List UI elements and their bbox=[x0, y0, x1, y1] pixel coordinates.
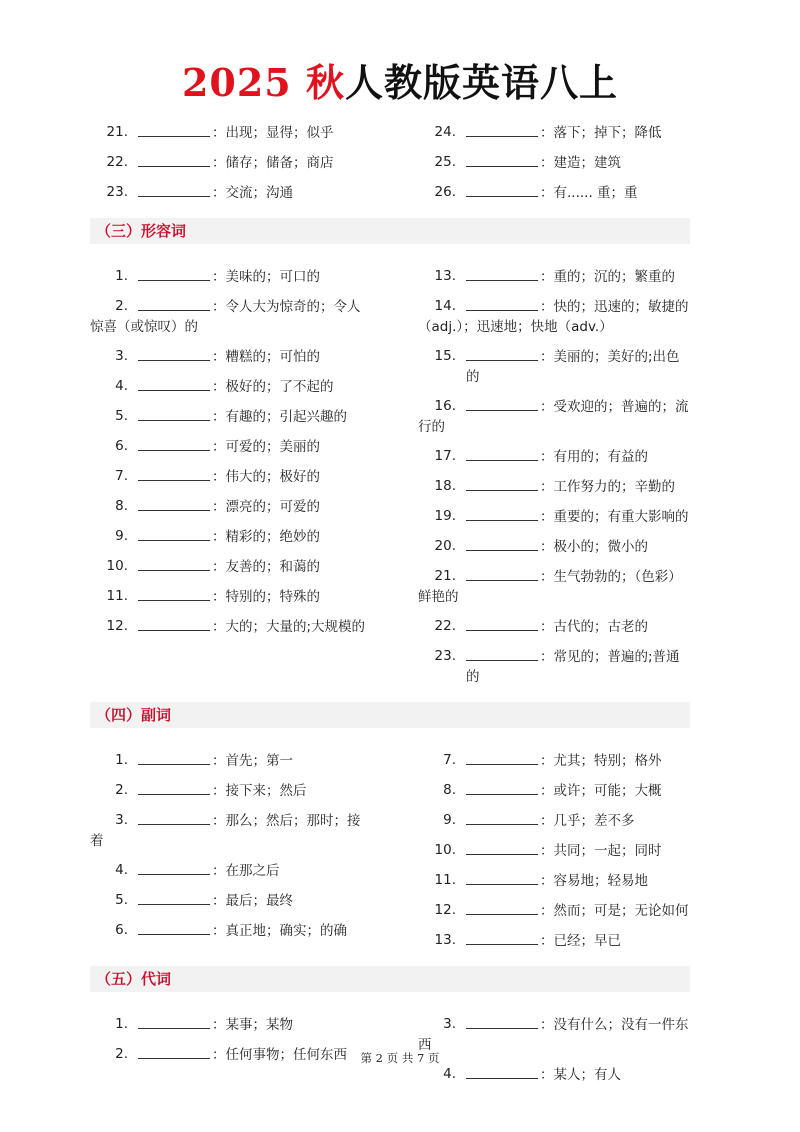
item-number: 5. bbox=[115, 408, 128, 424]
vocab-item bbox=[418, 750, 690, 771]
item-number: 13. bbox=[434, 932, 456, 948]
item-number: 7. bbox=[115, 468, 128, 484]
item-body bbox=[466, 1064, 690, 1085]
vocab-item bbox=[418, 840, 690, 861]
item-number: 3. bbox=[115, 348, 128, 364]
item-number: 24. bbox=[434, 124, 456, 140]
answer-blank[interactable] bbox=[466, 346, 538, 361]
item-number: 16. bbox=[434, 398, 456, 414]
item-meaning: ：美丽的；美好的;出色的 bbox=[466, 349, 680, 385]
item-number: 18. bbox=[434, 478, 456, 494]
item-meaning: ：最后；最终 bbox=[212, 893, 293, 909]
vocab-item bbox=[90, 890, 370, 911]
item-number: 19. bbox=[434, 508, 456, 524]
item-body bbox=[466, 152, 690, 173]
answer-blank[interactable] bbox=[138, 1014, 210, 1029]
item-meaning: ：有趣的；引起兴趣的 bbox=[212, 409, 347, 425]
item-body bbox=[138, 860, 370, 881]
answer-blank[interactable] bbox=[138, 296, 210, 311]
item-body bbox=[418, 1014, 690, 1055]
vocab-item bbox=[90, 526, 370, 547]
worksheet-content bbox=[90, 122, 690, 1094]
answer-blank[interactable] bbox=[466, 122, 538, 137]
vocab-item bbox=[418, 536, 690, 557]
item-number: 7. bbox=[443, 752, 456, 768]
answer-blank[interactable] bbox=[466, 1014, 538, 1029]
item-body bbox=[90, 296, 370, 337]
item-body bbox=[466, 266, 690, 287]
answer-blank[interactable] bbox=[138, 586, 210, 601]
vocab-item bbox=[90, 436, 370, 457]
item-meaning-continued: 鲜艳的 bbox=[418, 589, 459, 605]
answer-blank[interactable] bbox=[466, 446, 538, 461]
item-number: 3. bbox=[443, 1016, 456, 1032]
vocab-item bbox=[418, 296, 690, 337]
item-body bbox=[90, 810, 370, 851]
item-number: 8. bbox=[115, 498, 128, 514]
answer-blank[interactable] bbox=[466, 296, 538, 311]
item-number: 6. bbox=[115, 438, 128, 454]
answer-blank[interactable] bbox=[466, 900, 538, 915]
item-meaning: ：容易地；轻易地 bbox=[540, 873, 648, 889]
item-number: 1. bbox=[115, 1016, 128, 1032]
answer-blank[interactable] bbox=[138, 920, 210, 935]
item-body bbox=[138, 406, 370, 427]
item-meaning-continued: （adj.）；迅速地；快地（adv.） bbox=[418, 319, 613, 335]
answer-blank[interactable] bbox=[466, 780, 538, 795]
vocab-item bbox=[90, 920, 370, 941]
item-meaning-continued: 行的 bbox=[418, 419, 445, 435]
item-meaning: ：极好的；了不起的 bbox=[212, 379, 334, 395]
section-adverbs bbox=[90, 702, 690, 960]
section-heading: （四）副词 bbox=[90, 702, 690, 728]
vocab-item bbox=[418, 346, 690, 387]
answer-blank[interactable] bbox=[138, 466, 210, 481]
vocab-item bbox=[90, 182, 370, 203]
item-meaning: ：常见的；普遍的;普通的 bbox=[466, 649, 680, 685]
item-number: 8. bbox=[443, 782, 456, 798]
section-heading: （三）形容词 bbox=[90, 218, 690, 244]
item-number: 10. bbox=[434, 842, 456, 858]
answer-blank[interactable] bbox=[138, 616, 210, 631]
item-number: 20. bbox=[434, 538, 456, 554]
item-meaning: ：某人；有人 bbox=[540, 1067, 621, 1083]
answer-blank[interactable] bbox=[466, 476, 538, 491]
item-meaning-continued: 惊喜（或惊叹）的 bbox=[90, 319, 198, 335]
item-body bbox=[466, 536, 690, 557]
item-number: 17. bbox=[434, 448, 456, 464]
vocab-item bbox=[418, 1064, 690, 1085]
item-meaning: ：那么；然后；那时；接 bbox=[212, 813, 361, 829]
item-number: 2. bbox=[115, 782, 128, 798]
item-meaning: ：工作努力的；辛勤的 bbox=[540, 479, 675, 495]
item-meaning: ：落下；掉下；降低 bbox=[540, 125, 662, 141]
verbs-continued-block bbox=[90, 122, 690, 212]
item-number: 11. bbox=[434, 872, 456, 888]
item-body bbox=[138, 556, 370, 577]
answer-blank[interactable] bbox=[138, 810, 210, 825]
item-body bbox=[138, 182, 370, 203]
vocab-item bbox=[418, 396, 690, 437]
item-meaning: ：有用的；有益的 bbox=[540, 449, 648, 465]
vocab-item bbox=[90, 122, 370, 143]
item-number: 2. bbox=[115, 1046, 128, 1062]
item-body bbox=[138, 496, 370, 517]
item-meaning: ：某事；某物 bbox=[212, 1017, 293, 1033]
item-body bbox=[466, 616, 690, 637]
item-body bbox=[466, 900, 690, 921]
item-meaning-continued: 着 bbox=[90, 833, 104, 849]
answer-blank[interactable] bbox=[138, 122, 210, 137]
answer-blank[interactable] bbox=[138, 376, 210, 391]
item-meaning: ：重的；沉的；繁重的 bbox=[540, 269, 675, 285]
vocab-item bbox=[90, 266, 370, 287]
vocab-item bbox=[418, 122, 690, 143]
item-meaning: ：精彩的；绝妙的 bbox=[212, 529, 320, 545]
item-body bbox=[138, 1014, 370, 1035]
item-number: 6. bbox=[115, 922, 128, 938]
item-body bbox=[138, 526, 370, 547]
item-meaning: ：然而；可是；无论如何 bbox=[540, 903, 689, 919]
answer-blank[interactable] bbox=[466, 536, 538, 551]
item-body bbox=[466, 840, 690, 861]
item-number: 12. bbox=[434, 902, 456, 918]
answer-blank[interactable] bbox=[466, 750, 538, 765]
item-meaning: ：建造；建筑 bbox=[540, 155, 621, 171]
vocab-item bbox=[418, 152, 690, 173]
adjectives-left-column bbox=[90, 266, 370, 696]
item-meaning: ：快的；迅速的；敏捷的 bbox=[540, 299, 689, 315]
item-number: 11. bbox=[106, 588, 128, 604]
vocab-item bbox=[418, 266, 690, 287]
vocab-item bbox=[90, 556, 370, 577]
item-meaning: ：极小的；微小的 bbox=[540, 539, 648, 555]
item-meaning: ：尤其；特别；格外 bbox=[540, 753, 662, 769]
item-meaning: ：或许；可能；大概 bbox=[540, 783, 662, 799]
item-number: 3. bbox=[115, 812, 128, 828]
vocab-item bbox=[418, 810, 690, 831]
item-meaning: ：接下来；然后 bbox=[212, 783, 307, 799]
item-body bbox=[466, 750, 690, 771]
item-number: 23. bbox=[106, 184, 128, 200]
verbs-left-column bbox=[90, 122, 370, 212]
vocab-item bbox=[90, 586, 370, 607]
item-meaning: ：出现；显得；似乎 bbox=[212, 125, 334, 141]
item-body bbox=[138, 586, 370, 607]
item-meaning: ：已经；早已 bbox=[540, 933, 621, 949]
item-number: 4. bbox=[443, 1066, 456, 1082]
item-body bbox=[138, 616, 370, 637]
item-meaning: ：特别的；特殊的 bbox=[212, 589, 320, 605]
vocab-item bbox=[418, 1014, 690, 1055]
answer-blank[interactable] bbox=[466, 840, 538, 855]
vocab-item bbox=[90, 1014, 370, 1035]
item-meaning-continued: 西 bbox=[418, 1037, 432, 1053]
answer-blank[interactable] bbox=[138, 750, 210, 765]
item-body bbox=[466, 346, 690, 387]
answer-blank[interactable] bbox=[138, 406, 210, 421]
item-meaning: ：友善的；和蔼的 bbox=[212, 559, 320, 575]
item-meaning: ：漂亮的；可爱的 bbox=[212, 499, 320, 515]
section-adjectives bbox=[90, 218, 690, 696]
item-meaning: ：重要的；有重大影响的 bbox=[540, 509, 689, 525]
item-meaning: ：大的；大量的;大规模的 bbox=[212, 619, 366, 635]
item-meaning: ：古代的；古老的 bbox=[540, 619, 648, 635]
item-meaning: ：储存；储备；商店 bbox=[212, 155, 334, 171]
vocab-item bbox=[90, 296, 370, 337]
item-body bbox=[138, 152, 370, 173]
item-meaning: ：首先；第一 bbox=[212, 753, 293, 769]
answer-blank[interactable] bbox=[466, 646, 538, 661]
title-main: 人教版英语八上 bbox=[344, 60, 618, 105]
page-title bbox=[0, 55, 800, 111]
vocab-item bbox=[418, 646, 690, 687]
item-body bbox=[466, 930, 690, 951]
item-body bbox=[138, 266, 370, 287]
item-meaning: ：糟糕的；可怕的 bbox=[212, 349, 320, 365]
vocab-item bbox=[90, 616, 370, 637]
vocab-item bbox=[418, 182, 690, 203]
answer-blank[interactable] bbox=[138, 436, 210, 451]
item-body bbox=[138, 920, 370, 941]
vocab-item bbox=[418, 870, 690, 891]
vocab-item bbox=[90, 346, 370, 367]
item-number: 4. bbox=[115, 862, 128, 878]
item-body bbox=[466, 870, 690, 891]
item-meaning: ：几乎；差不多 bbox=[540, 813, 635, 829]
answer-blank[interactable] bbox=[466, 506, 538, 521]
vocab-item bbox=[90, 466, 370, 487]
answer-blank[interactable] bbox=[138, 780, 210, 795]
answer-blank[interactable] bbox=[138, 556, 210, 571]
item-number: 1. bbox=[115, 752, 128, 768]
answer-blank[interactable] bbox=[466, 396, 538, 411]
item-meaning: ：美味的；可口的 bbox=[212, 269, 320, 285]
adjectives-right-column bbox=[418, 266, 690, 696]
vocab-item bbox=[418, 476, 690, 497]
item-meaning: ：有...... 重；重 bbox=[540, 185, 638, 201]
answer-blank[interactable] bbox=[466, 616, 538, 631]
vocab-item bbox=[418, 506, 690, 527]
item-number: 21. bbox=[434, 568, 456, 584]
item-body bbox=[138, 122, 370, 143]
item-body bbox=[466, 182, 690, 203]
verbs-right-column bbox=[418, 122, 690, 212]
title-year: 2025 秋 bbox=[181, 60, 345, 105]
item-body bbox=[466, 780, 690, 801]
vocab-item bbox=[418, 566, 690, 607]
item-number: 22. bbox=[106, 154, 128, 170]
item-number: 1. bbox=[115, 268, 128, 284]
section-heading: （五）代词 bbox=[90, 966, 690, 992]
answer-blank[interactable] bbox=[466, 930, 538, 945]
answer-blank[interactable] bbox=[466, 266, 538, 281]
item-body bbox=[138, 750, 370, 771]
vocab-item bbox=[418, 780, 690, 801]
item-number: 4. bbox=[115, 378, 128, 394]
vocab-item bbox=[418, 616, 690, 637]
item-meaning: ：任何事物；任何东西 bbox=[212, 1047, 347, 1063]
item-number: 25. bbox=[434, 154, 456, 170]
vocab-item bbox=[90, 376, 370, 397]
item-body bbox=[138, 436, 370, 457]
vocab-item bbox=[90, 780, 370, 801]
item-number: 23. bbox=[434, 648, 456, 664]
item-meaning: ：共同；一起；同时 bbox=[540, 843, 662, 859]
section-pronouns bbox=[90, 966, 690, 1094]
item-body bbox=[466, 810, 690, 831]
vocab-item bbox=[418, 446, 690, 467]
answer-blank[interactable] bbox=[466, 870, 538, 885]
vocab-item bbox=[418, 900, 690, 921]
item-body bbox=[138, 780, 370, 801]
answer-blank[interactable] bbox=[138, 860, 210, 875]
vocab-item bbox=[90, 810, 370, 851]
item-body bbox=[466, 122, 690, 143]
vocab-item bbox=[90, 860, 370, 881]
answer-blank[interactable] bbox=[466, 566, 538, 581]
vocab-item bbox=[90, 496, 370, 517]
answer-blank[interactable] bbox=[466, 810, 538, 825]
answer-blank[interactable] bbox=[138, 496, 210, 511]
page-footer: 第 2 页 共 7 页 bbox=[360, 1051, 440, 1065]
item-body bbox=[138, 466, 370, 487]
item-number: 14. bbox=[434, 298, 456, 314]
item-meaning: ：伟大的；极好的 bbox=[212, 469, 320, 485]
item-number: 9. bbox=[443, 812, 456, 828]
item-meaning: ：在那之后 bbox=[212, 863, 280, 879]
item-body bbox=[138, 346, 370, 367]
vocab-item bbox=[90, 152, 370, 173]
item-body bbox=[466, 646, 690, 687]
item-number: 13. bbox=[434, 268, 456, 284]
item-meaning: ：受欢迎的；普遍的；流 bbox=[540, 399, 689, 415]
answer-blank[interactable] bbox=[138, 346, 210, 361]
item-number: 15. bbox=[434, 348, 456, 364]
item-number: 9. bbox=[115, 528, 128, 544]
vocab-item bbox=[90, 406, 370, 427]
item-meaning: ：真正地；确实；的确 bbox=[212, 923, 347, 939]
item-body bbox=[138, 890, 370, 911]
answer-blank[interactable] bbox=[138, 526, 210, 541]
item-number: 5. bbox=[115, 892, 128, 908]
item-number: 2. bbox=[115, 298, 128, 314]
item-number: 10. bbox=[106, 558, 128, 574]
item-number: 26. bbox=[434, 184, 456, 200]
item-meaning: ：生气勃勃的；（色彩） bbox=[540, 569, 682, 585]
item-number: 12. bbox=[106, 618, 128, 634]
item-meaning: ：没有什么；没有一件东 bbox=[540, 1017, 689, 1033]
adverbs-right-column bbox=[418, 750, 690, 960]
answer-blank[interactable] bbox=[138, 266, 210, 281]
item-body bbox=[466, 506, 690, 527]
item-body bbox=[466, 476, 690, 497]
item-number: 22. bbox=[434, 618, 456, 634]
item-body bbox=[138, 376, 370, 397]
item-meaning: ：交流；沟通 bbox=[212, 185, 293, 201]
answer-blank[interactable] bbox=[466, 1064, 538, 1079]
item-meaning: ：令人大为惊奇的；令人 bbox=[212, 299, 361, 315]
vocab-item bbox=[418, 930, 690, 951]
item-meaning: ：可爱的；美丽的 bbox=[212, 439, 320, 455]
answer-blank[interactable] bbox=[138, 152, 210, 167]
item-number: 21. bbox=[106, 124, 128, 140]
answer-blank[interactable] bbox=[466, 182, 538, 197]
answer-blank[interactable] bbox=[138, 182, 210, 197]
answer-blank[interactable] bbox=[466, 152, 538, 167]
item-body bbox=[466, 446, 690, 467]
answer-blank[interactable] bbox=[138, 890, 210, 905]
vocab-item bbox=[90, 750, 370, 771]
adverbs-left-column bbox=[90, 750, 370, 960]
